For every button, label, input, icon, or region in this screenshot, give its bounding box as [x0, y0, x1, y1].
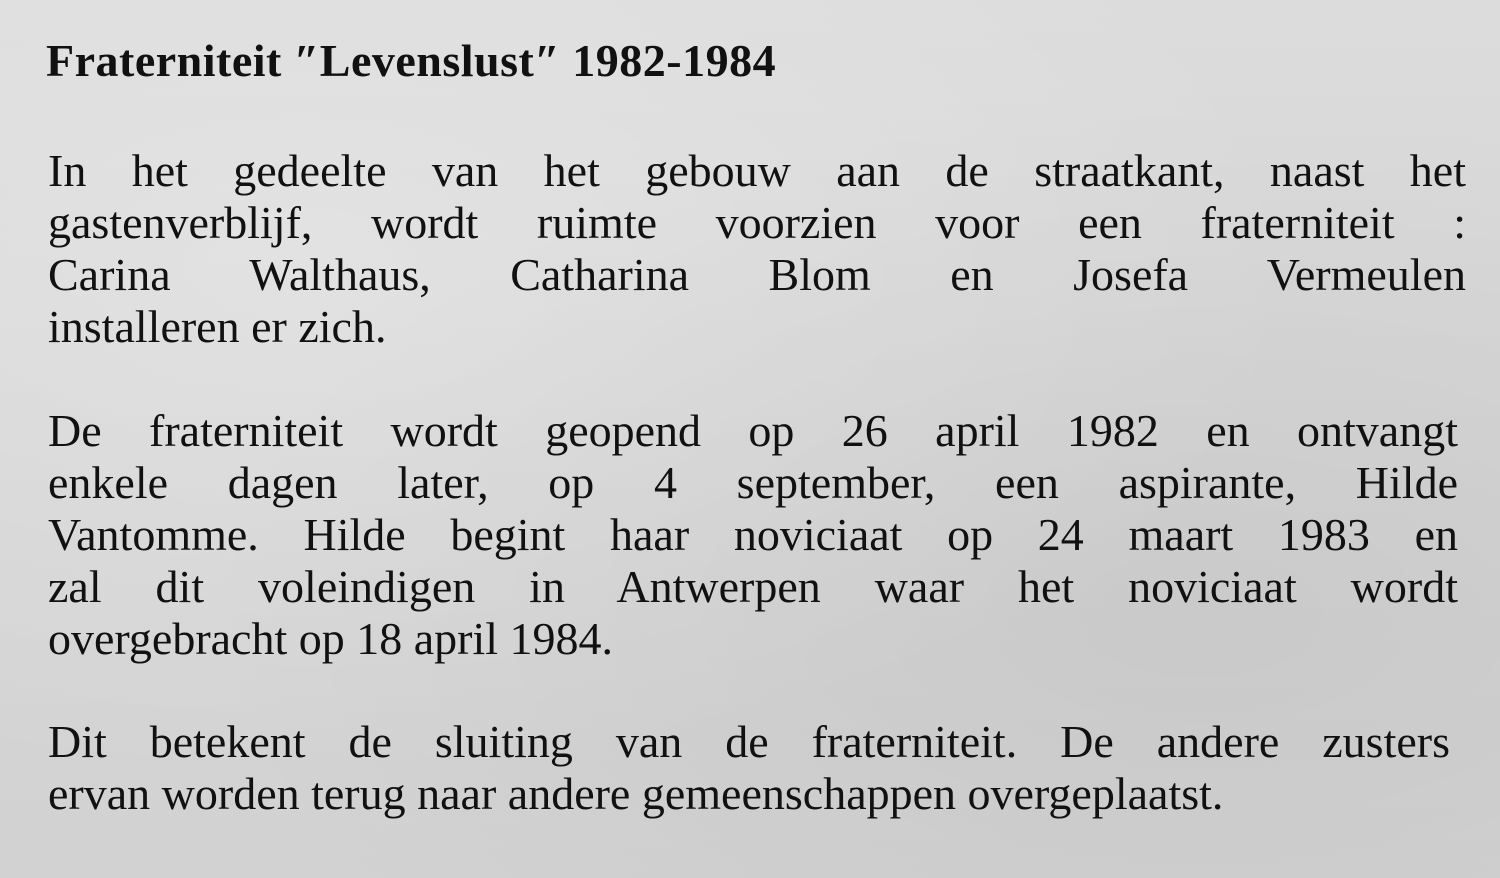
paragraph-line: zal dit voleindigen in Antwerpen waar het noviciaat wordt — [48, 561, 1458, 612]
paragraph-3 — [48, 716, 1450, 820]
paragraph-line: overgebracht op 18 april 1984. — [48, 613, 614, 664]
paragraph-line: Vantomme. Hilde begint haar noviciaat op 24 maart 1983 en — [48, 509, 1458, 560]
paragraph-line: installeren er zich. — [48, 301, 387, 352]
document-title: Fraterniteit ″Levenslust″ 1982-1984 — [46, 35, 777, 86]
paragraph-line: Carina Walthaus, Catharina Blom en Josefa Vermeulen — [48, 249, 1466, 300]
paragraph-line: ervan worden terug naar andere gemeenschappen overgeplaatst. — [48, 768, 1224, 819]
paragraph-line: In het gedeelte van het gebouw aan de straatkant, naast het — [48, 145, 1466, 196]
paragraph-line: enkele dagen later, op 4 september, een aspirante, Hilde — [48, 457, 1458, 508]
paragraph-line: De fraterniteit wordt geopend op 26 april 1982 en ontvangt — [48, 405, 1458, 456]
paragraph-line: Dit betekent de sluiting van de fraterniteit. De andere zusters — [48, 716, 1450, 767]
paragraph-line: gastenverblijf, wordt ruimte voorzien voor een fraterniteit : — [48, 197, 1466, 248]
paragraph-2 — [48, 405, 1458, 665]
paragraph-1 — [48, 145, 1466, 353]
